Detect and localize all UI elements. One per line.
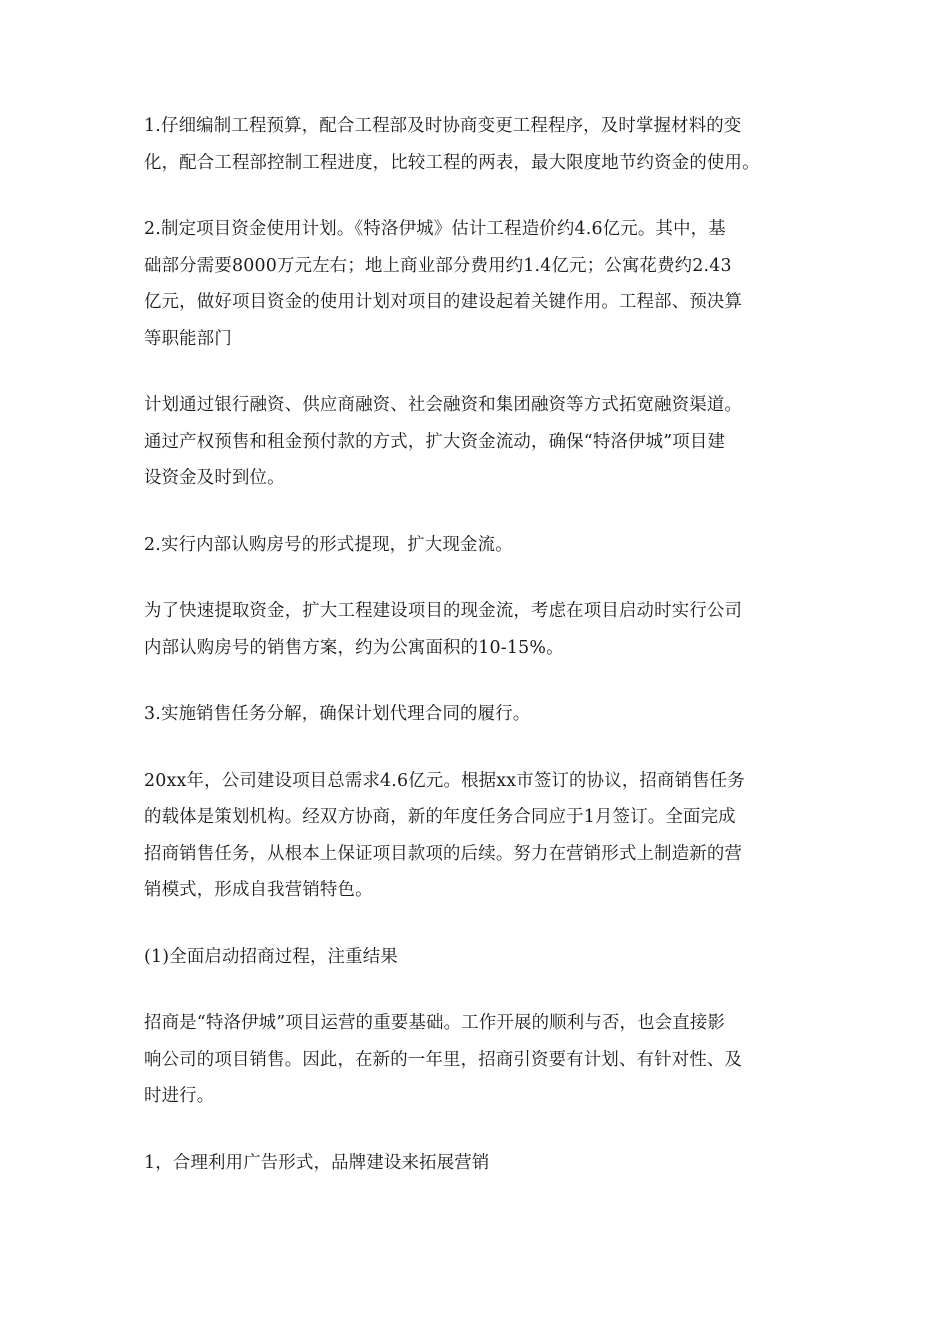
text-line: 等职能部门 [144, 328, 232, 349]
text-line: 内部认购房号的销售方案，约为公寓面积的10-15%。 [144, 637, 564, 658]
text-line: 为了快速提取资金，扩大工程建设项目的现金流，考虑在项目启动时实行公司 [144, 601, 743, 621]
text-line: 响公司的项目销售。因此，在新的一年里，招商引资要有计划、有针对性、及 [144, 1049, 743, 1070]
text-line: 2.实行内部认购房号的形式提现，扩大现金流。 [144, 534, 513, 555]
paragraph-fund-plan [144, 211, 812, 357]
text-line: 3.实施销售任务分解，确保计划代理合同的履行。 [144, 704, 531, 724]
text-line: 的载体是策划机构。经双方协商，新的年度任务合同应于1月签订。全面完成 [144, 807, 736, 827]
heading-advertising [144, 1145, 812, 1182]
text-line: 亿元，做好项目资金的使用计划对项目的建设起着关键作用。工程部、预决算 [144, 292, 743, 312]
heading-investment-process [144, 939, 812, 976]
paragraph-sales-targets [144, 763, 812, 909]
text-line: 化，配合工程部控制工程进度，比较工程的两表，最大限度地节约资金的使用。 [144, 152, 760, 173]
text-line: 20xx年，公司建设项目总需求4.6亿元。根据xx市签订的协议，招商销售任务 [144, 770, 745, 791]
paragraph-cash-flow [144, 593, 812, 666]
text-line: 1.仔细编制工程预算，配合工程部及时协商变更工程程序，及时掌握材料的变 [144, 116, 742, 136]
heading-sales-tasks [144, 696, 812, 733]
text-line: 1，合理利用广告形式，品牌建设来拓展营销 [144, 1152, 490, 1173]
text-line: 销模式，形成自我营销特色。 [144, 880, 373, 900]
text-line: 础部分需要8000万元左右；地上商业部分费用约1.4亿元；公寓花费约2.43 [144, 255, 732, 276]
text-line: 通过产权预售和租金预付款的方式，扩大资金流动，确保“特洛伊城”项目建 [144, 431, 726, 452]
heading-internal-purchase [144, 527, 812, 564]
paragraph-financing [144, 387, 812, 497]
paragraph-budget [144, 108, 812, 181]
text-line: 计划通过银行融资、供应商融资、社会融资和集团融资等方式拓宽融资渠道。 [144, 395, 743, 415]
paragraph-investment [144, 1005, 812, 1115]
text-line: 时进行。 [144, 1086, 215, 1106]
text-line: 招商销售任务，从根本上保证项目款项的后续。努力在营销形式上制造新的营 [144, 843, 743, 864]
text-line: 招商是“特洛伊城”项目运营的重要基础。工作开展的顺利与否，也会直接影 [144, 1013, 726, 1033]
document-page [144, 108, 812, 1211]
text-line: 2.制定项目资金使用计划。《特洛伊城》估计工程造价约4.6亿元。其中，基 [144, 219, 726, 239]
text-line: 设资金及时到位。 [144, 468, 285, 488]
text-line: (1)全面启动招商过程，注重结果 [144, 946, 398, 967]
